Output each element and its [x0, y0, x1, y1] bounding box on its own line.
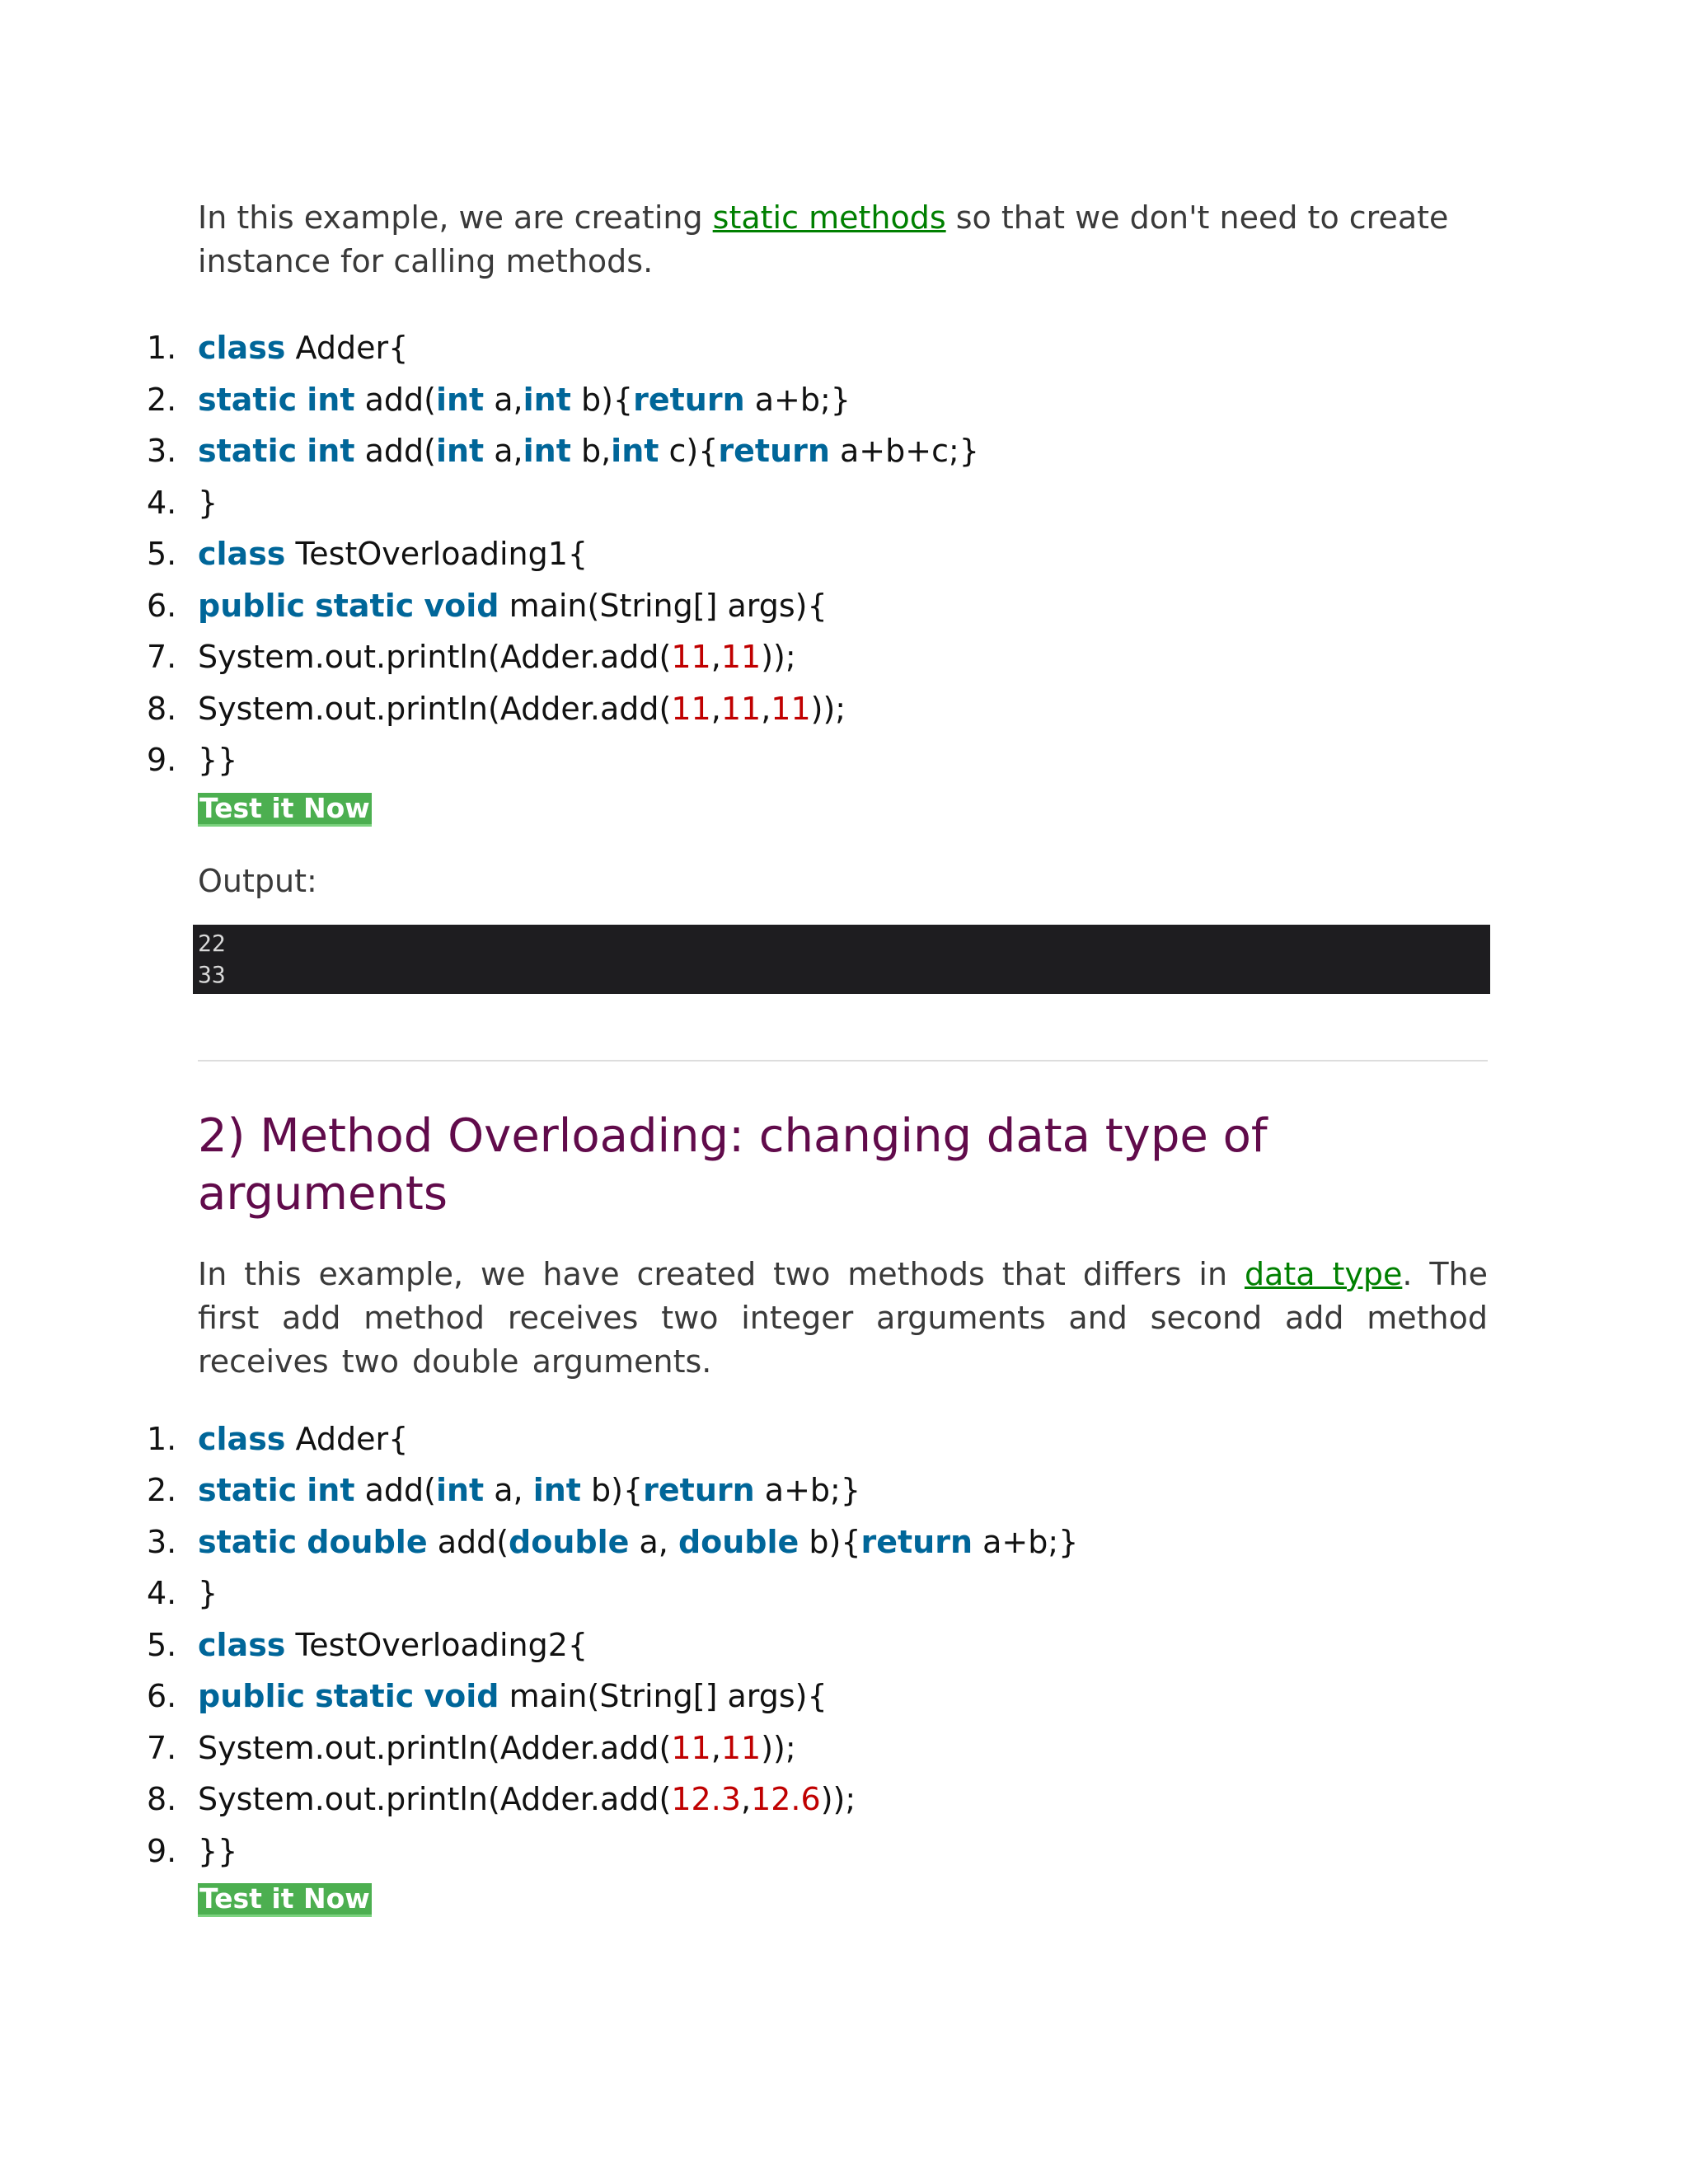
code-keyword: public	[198, 1678, 306, 1714]
code-line	[147, 1516, 1488, 1568]
code-line	[147, 528, 1488, 580]
code-text	[414, 588, 424, 624]
code-number-literal: 12.6	[751, 1781, 821, 1817]
code-keyword: public	[198, 587, 306, 624]
line-number: 4.	[147, 1575, 177, 1611]
code-keyword: class	[198, 330, 286, 366]
code-text: ));	[810, 690, 846, 727]
code-block-1	[147, 322, 1488, 786]
code-text: Adder{	[285, 330, 409, 366]
code-keyword: double	[509, 1523, 630, 1560]
line-number: 9.	[147, 742, 177, 778]
line-number: 6.	[147, 1678, 177, 1714]
line-number: 9.	[147, 1832, 177, 1869]
code-text: System.out.println(Adder.add(	[198, 1781, 672, 1817]
code-text: TestOverloading1{	[285, 536, 588, 572]
section2-intro-after: . The first add method receives two integer arguments and second add method receives two double arguments.	[198, 1255, 1488, 1380]
output-terminal	[193, 925, 1490, 994]
code-text: b,	[570, 433, 612, 469]
output-label: Output:	[198, 862, 317, 899]
code-keyword: void	[424, 587, 499, 624]
section1-intro-before: In this example, we are creating	[198, 199, 713, 236]
line-number: 2.	[147, 1472, 177, 1508]
code-text	[305, 588, 315, 624]
line-number: 6.	[147, 587, 177, 624]
code-text: ,	[740, 1781, 752, 1817]
code-number-literal: 11	[720, 639, 762, 675]
code-keyword: static	[198, 433, 298, 469]
code-number-literal: 11	[720, 690, 762, 727]
code-keyword: static	[315, 1678, 415, 1714]
data-type-link[interactable]: data type	[1244, 1255, 1403, 1292]
code-keyword: int	[523, 381, 571, 418]
code-keyword: class	[198, 1626, 286, 1663]
line-number: 4.	[147, 484, 177, 521]
code-text: }	[198, 484, 218, 521]
code-text: ,	[710, 639, 721, 675]
code-keyword: int	[532, 1472, 581, 1508]
code-number-literal: 12.3	[671, 1781, 741, 1817]
code-keyword: static	[198, 1472, 298, 1508]
code-keyword: class	[198, 536, 286, 572]
code-number-literal: 11	[671, 690, 711, 727]
code-line	[147, 425, 1488, 477]
code-line	[147, 1619, 1488, 1671]
code-text: b){	[580, 1472, 644, 1508]
code-text: a,	[629, 1523, 678, 1560]
code-text: a,	[484, 1472, 533, 1508]
code-keyword: static	[315, 587, 415, 624]
code-text: add(	[354, 381, 436, 418]
code-text	[414, 1678, 424, 1714]
code-text: Adder{	[285, 1420, 409, 1457]
code-keyword: double	[307, 1523, 428, 1560]
code-text: }	[198, 1575, 218, 1611]
code-number-literal: 11	[671, 639, 711, 675]
code-text: a+b;}	[744, 381, 851, 418]
line-number: 7.	[147, 1729, 177, 1766]
code-text: ));	[761, 1729, 796, 1766]
line-number: 1.	[147, 1420, 177, 1457]
code-text: ,	[761, 690, 771, 727]
code-line	[147, 1722, 1488, 1774]
code-text: a+b;}	[973, 1523, 1079, 1560]
code-keyword: return	[860, 1523, 973, 1560]
code-keyword: return	[718, 433, 830, 469]
code-text: a+b+c;}	[829, 433, 979, 469]
code-text: add(	[354, 1472, 436, 1508]
code-line	[147, 1413, 1488, 1465]
code-keyword: int	[435, 433, 485, 469]
code-keyword: int	[523, 433, 571, 469]
code-line	[147, 631, 1488, 683]
code-text	[297, 382, 307, 418]
output-line: 33	[198, 960, 226, 988]
code-line	[147, 1774, 1488, 1825]
code-number-literal: 11	[671, 1729, 711, 1766]
code-text: b){	[799, 1523, 861, 1560]
line-number: 1.	[147, 330, 177, 366]
code-text	[305, 1678, 315, 1714]
code-text	[297, 1472, 307, 1508]
code-text: System.out.println(Adder.add(	[198, 1729, 672, 1766]
code-keyword: double	[678, 1523, 799, 1560]
section2-intro-before: In this example, we have created two methods that differs in	[198, 1255, 1245, 1292]
code-keyword: static	[198, 381, 298, 418]
section1-intro	[198, 196, 1488, 284]
code-text: main(String[] args){	[499, 587, 828, 624]
code-text: TestOverloading2{	[285, 1626, 588, 1663]
code-text: main(String[] args){	[499, 1678, 828, 1714]
code-keyword: void	[424, 1678, 499, 1714]
code-keyword: static	[198, 1523, 298, 1560]
code-keyword: return	[643, 1472, 755, 1508]
code-text	[297, 433, 307, 469]
code-text	[297, 1524, 307, 1560]
line-number: 5.	[147, 536, 177, 572]
code-line	[147, 1465, 1488, 1516]
section2-intro	[198, 1253, 1488, 1384]
output-line: 22	[198, 929, 226, 957]
line-number: 3.	[147, 1523, 177, 1560]
line-number: 7.	[147, 639, 177, 675]
section2-heading: 2) Method Overloading: changing data type of arguments	[198, 1108, 1268, 1221]
code-keyword: int	[435, 1472, 485, 1508]
code-number-literal: 11	[720, 1729, 762, 1766]
line-number: 2.	[147, 381, 177, 418]
code-text: add(	[427, 1523, 509, 1560]
code-text: ,	[710, 1729, 721, 1766]
code-text: a,	[484, 381, 523, 418]
code-number-literal: 11	[771, 690, 811, 727]
code-block-2	[147, 1413, 1488, 1877]
code-line	[147, 1825, 1488, 1877]
code-text: a,	[484, 433, 523, 469]
code-text: a+b;}	[754, 1472, 861, 1508]
code-keyword: int	[611, 433, 659, 469]
code-keyword: int	[307, 1472, 355, 1508]
code-line	[147, 683, 1488, 735]
article-content	[147, 196, 1488, 1917]
code-line	[147, 1671, 1488, 1722]
code-text: }}	[198, 742, 238, 778]
line-number: 8.	[147, 1781, 177, 1817]
line-number: 8.	[147, 690, 177, 727]
code-text: System.out.println(Adder.add(	[198, 690, 672, 727]
code-keyword: class	[198, 1420, 286, 1457]
code-line	[147, 1568, 1488, 1619]
code-text: }}	[198, 1832, 238, 1869]
code-keyword: int	[307, 433, 355, 469]
test-it-now-button-2[interactable]: Test it Now	[198, 1883, 372, 1917]
code-text: System.out.println(Adder.add(	[198, 639, 672, 675]
line-number: 5.	[147, 1626, 177, 1663]
line-number: 3.	[147, 433, 177, 469]
code-text: b){	[570, 381, 634, 418]
code-keyword: return	[633, 381, 745, 418]
code-text: ));	[820, 1781, 856, 1817]
section1-intro-after: so that we don't need to create instance for calling methods.	[198, 199, 1449, 279]
code-line	[147, 322, 1488, 374]
code-line	[147, 580, 1488, 632]
code-text: c){	[659, 433, 719, 469]
code-line	[147, 734, 1488, 786]
code-line	[147, 374, 1488, 426]
code-text: ));	[761, 639, 796, 675]
section-divider	[198, 1060, 1488, 1062]
static-methods-link[interactable]: static methods	[712, 199, 946, 236]
code-text: ,	[710, 690, 721, 727]
code-keyword: int	[435, 381, 485, 418]
code-line	[147, 477, 1488, 529]
code-text: add(	[354, 433, 436, 469]
code-keyword: int	[307, 381, 355, 418]
test-it-now-button-1[interactable]: Test it Now	[198, 793, 372, 827]
